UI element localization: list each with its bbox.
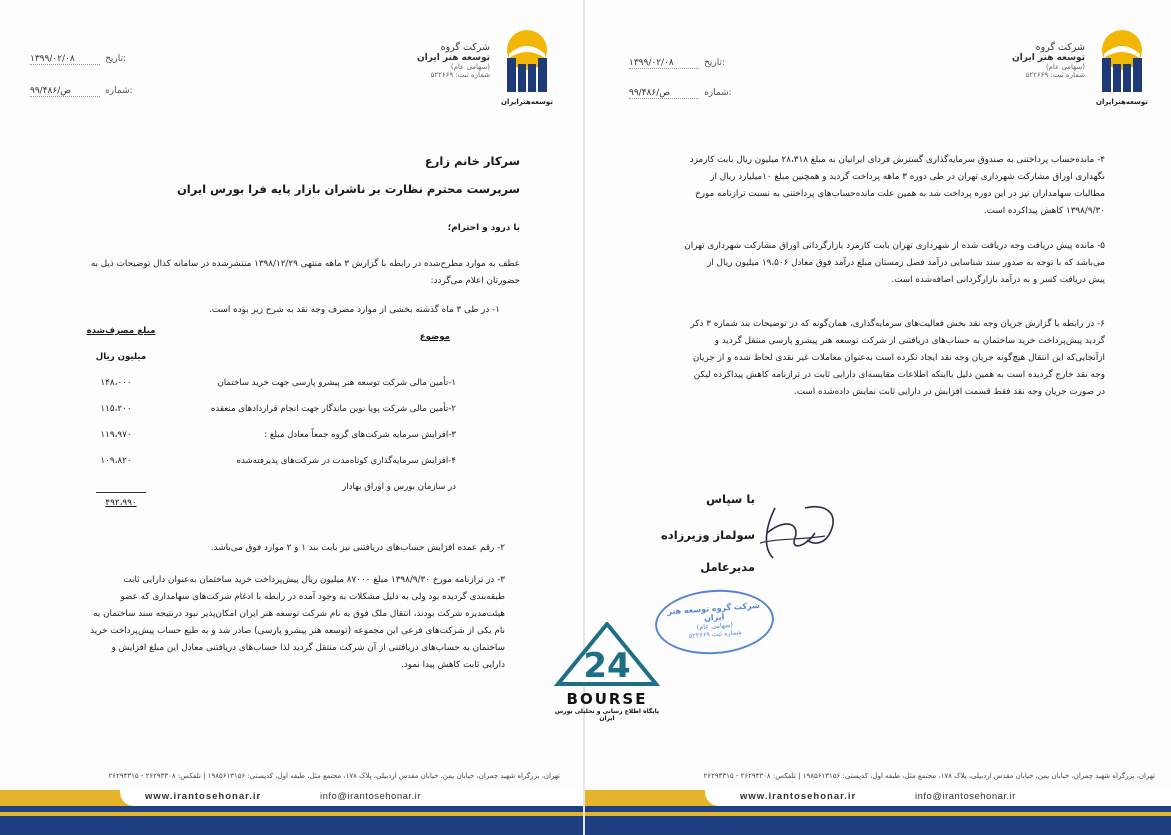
table-cell-subject: ۴-افزایش سرمایه‌گذاری کوتاه‌مدت در شرکت‌های پذیرفته‌شده [236,456,456,466]
table-cell-subject: ۲-تأمین مالی شرکت پویا نوین ماندگار جهت انجام قراردادهای منعقده [210,404,456,414]
date-value: ۱۳۹۹/۰۲/۰۸ [30,54,100,65]
number-value: ۹۹/ص/۴۸۶ [629,88,699,99]
footer-bottom-stripe [0,812,583,816]
number-label: شماره: [105,86,133,96]
company-type: (سهامی عام) [450,63,490,71]
stamp-line3: شماره ثبت ۵۲۲۶۶۹ [688,628,743,640]
table-cell-subject: ۱-تأمین مالی شرکت توسعه هنر پیشرو پارسی جهت خرید ساختمان [217,378,456,388]
footer-bottom-navy [585,806,1171,835]
item-4 [655,152,1105,220]
closing-thanks: با سپاس [706,492,755,506]
company-line2: توسعه هنر ایران [416,53,490,63]
table-header-amount: مبلغ مصرف‌شده [86,326,156,336]
signature-graphic [745,488,845,573]
signer-name: سولماز وزیرزاده [661,528,755,542]
stamp-line2: (سهامی عام) [696,620,734,632]
intro-line: عطف به موارد مطرح‌شده در رابطه با گزارش ۳ ماهه منتهی ۱۳۹۸/۱۲/۲۹ منتشرشده در سامانه کدال توضیحات ذیل به [90,259,520,269]
table-cell-amount: ۱۱۹،۹۷۰ [100,430,132,440]
table-row [86,378,456,404]
item-3-line: ۳- در ترازنامه مورخ ۱۳۹۸/۹/۳۰ مبلغ ۸۷۰۰۰ میلیون ریال پیش‌پرداخت خرید ساختمان به‌عنوان دارایی ثابت [123,575,505,585]
item-5-line: پیش دریافت کسر و به درآمد بازارگردانی اضافه‌شده است. [891,275,1105,285]
watermark-brand: BOURSE [566,690,648,708]
number-value: ۹۹/ص/۴۸۶ [30,86,100,97]
company-registration: شماره ثبت: ۵۲۲۶۶۹ [430,71,490,79]
item-6-line: وجه نقد خارج گردیده است به همین دلیل بااینکه اطلاعات مقایسه‌ای دارایی ثابت در ترازنامه کاهش پیداکرده لیکن [693,370,1105,380]
letter-page-left [0,0,583,835]
footer-website[interactable]: www.irantosehonar.ir [145,791,262,802]
company-registration: شماره ثبت: ۵۲۲۶۶۹ [1025,71,1085,79]
logo-caption: توسعه‌هنر‌ایران [501,98,553,106]
item-6-line: ازآنجایی‌که این انتقال هیچ‌گونه جریان وجه نقد ایجاد نکرده است به‌عنوان معاملات غیر نقدی لحاظ شده و از جریان [692,353,1105,363]
table-cell-amount: ۱۰۹،۸۲۰ [100,456,132,466]
table-row [86,456,456,482]
date-label: تاریخ: [704,58,726,68]
logo-caption: توسعه‌هنر‌ایران [1096,98,1148,106]
handwritten-signature-icon [745,488,845,573]
item-5-line: می‌باشد که با توجه به صدور سند شناسایی درآمد فصل زمستان مبلغ درآمد فوق معادل ۱۹،۵۰۶ میلیون ریال از [707,258,1105,268]
number-label: شماره: [704,88,732,98]
greeting: با درود و احترام؛ [447,223,520,233]
company-line1: شرکت گروه [1035,42,1085,53]
item-6-line: در صورت جریان وجه نقد فقط قسمت افزایش در دارایی ثابت نمایش داده‌شده است. [793,387,1105,397]
signer-title: مدیرعامل [700,560,755,574]
table-header-subject: موضوع [419,332,450,342]
company-logo-icon [497,28,557,98]
letter-page-right [585,0,1171,835]
item-5-line: ۵- مانده پیش دریافت وجه دریافت شده از شهرداری تهران بابت کارمزد بازارگردانی اوراق مشارکت شهرداری تهران [684,241,1105,251]
item-3-line: هیئت‌مدیره شرکت بودند، انتقال ملک فوق به نام شرکت توسعه هنر ایران امکان‌پذیر نبود درنتیجه سند ساختمان به [93,609,505,619]
table-cell-amount: ۱۱۵،۲۰۰ [100,404,132,414]
salutation: سرکار خانم زارع [424,154,520,168]
company-name-block [380,42,490,79]
item-1: ۱- در طی ۳ ماه گذشته بخشی از موارد مصرف وجه نقد به شرح زیر بوده است. [209,305,500,315]
date-value: ۱۳۹۹/۰۲/۰۸ [629,58,699,69]
stamp-line1: شرکت گروه توسعه هنر ایران [667,600,761,623]
table-cell-subject: در سازمان بورس و اوراق بهادار [342,482,456,492]
item-6-line: گردید پیش‌پرداخت خرید ساختمان به حساب‌های دریافتنی از شرکت توسعه هنر پیشرو پارسی منتقل گردید و [714,336,1105,346]
footer-address: تهران، بزرگراه شهید چمران، خیابان یمن، خیابان مقدس اردبیلی، پلاک ۱۷۸، مجتمع مثل، طبقه اول، کدپستی: ۱۹۸۵۶۱۳۱۵۶ | تلفکس: ۲۶۲۹۳۳۰۸ - ۲۶۲۹۳۳۱۵ [703,772,1155,780]
item-4-line: ۱۳۹۸/۹/۳۰ کاهش پیداکرده است. [983,206,1105,216]
date-row [30,46,150,65]
item-5 [655,238,1105,289]
item-4-line: ۴- مانده‌حساب پرداختنی به صندوق سرمایه‌گذاری گسترش فردای ایرانیان به مبلغ ۲۸،۳۱۸ میلیون ریال بابت کارمزد [689,155,1105,165]
item-3-line: دارایی ثابت کاهش پیدا نمود. [401,660,505,670]
item-6-line: ۶- در رابطه با گزارش جریان وجه نقد بخش فعالیت‌های سرمایه‌گذاری، همان‌گونه که در توضیحات بند شماره ۳ ذکر [690,319,1105,329]
company-logo-icon [1092,28,1152,98]
intro-line: حضورتان اعلام می‌گردد: [430,276,520,286]
number-row [30,78,150,97]
bourse24-watermark [552,622,662,722]
table-header-unit: میلیون ریال [95,352,147,362]
footer-website[interactable]: www.irantosehonar.ir [740,791,857,802]
item-3 [55,572,505,674]
total-divider [96,492,146,493]
table-cell-amount: ۱۴۸،۰۰۰ [100,378,132,388]
watermark-number: 24 [583,646,631,686]
company-name-block [975,42,1085,79]
item-3-line: نام یکی از شرکت‌های فرعی این مجموعه (توسعه هنر پیشرو پارسی) صادر شد و به طبع حساب پیش‌پرداخت خرید [90,626,505,636]
item-6 [655,316,1105,401]
item-4-line: مطالبات سهامداران نیز در این دوره پرداخت شد به همین علت مانده‌حساب‌های پرداختنی به نسبت ترازنامه مورخ [695,189,1105,199]
intro-paragraph [60,256,520,290]
expense-table [86,378,456,508]
company-logo [497,28,557,98]
item-4-line: نگهداری اوراق مشارکت شهرداری تهران در طی دوره ۳ ماهه پرداخت گردید و همچنین مبلغ ۱۰میلیارد ریال از [710,172,1105,182]
company-line2: توسعه هنر ایران [1011,53,1085,63]
item-2: ۲- رقم عمده افزایش حساب‌های دریافتنی نیز بابت بند ۱ و ۲ موارد فوق می‌باشد. [210,543,505,553]
addressee: سرپرست محترم نظارت بر ناشران بازار پایه فرا بورس ایران [176,182,520,196]
watermark-tagline: پایگاه اطلاع رسانی و تحلیلی بورس ایران [554,708,660,722]
table-row [86,430,456,456]
footer-email[interactable]: info@irantosehonar.ir [915,791,1016,802]
bourse24-logo-icon [552,622,662,688]
table-total: ۴۹۲،۹۹۰ [105,498,137,508]
company-type: (سهامی عام) [1045,63,1085,71]
number-row [629,80,759,99]
company-line1: شرکت گروه [440,42,490,53]
date-label: تاریخ: [105,54,127,64]
footer-bottom-navy [0,806,583,835]
company-logo [1092,28,1152,98]
table-row [86,404,456,430]
footer-bottom-stripe [585,812,1171,816]
footer-email[interactable]: info@irantosehonar.ir [320,791,421,802]
company-stamp [653,586,776,658]
item-3-line: طبقه‌بندی گردیده بود ولی به دلیل مشکلات به وجود آمده در رابطه با ادغام شرکت‌های سهامداری که عضو [120,592,505,602]
footer-address: تهران، بزرگراه شهید چمران، خیابان یمن، خیابان مقدس اردبیلی، پلاک ۱۷۸، مجتمع مثل، طبقه اول، کدپستی: ۱۹۸۵۶۱۳۱۵۶ | تلفکس: ۲۶۲۹۳۳۰۸ - ۲۶۲۹۳۳۱۵ [108,772,560,780]
table-cell-subject: ۳-افزایش سرمایه شرکت‌های گروه جمعاً معادل مبلغ : [264,430,456,440]
date-row [629,50,759,69]
item-3-line: ساختمان به حساب‌های دریافتنی از آن شرکت منتقل گردید لذا حساب‌های دریافتنی معادل این مبلغ افزایش و [111,643,505,653]
